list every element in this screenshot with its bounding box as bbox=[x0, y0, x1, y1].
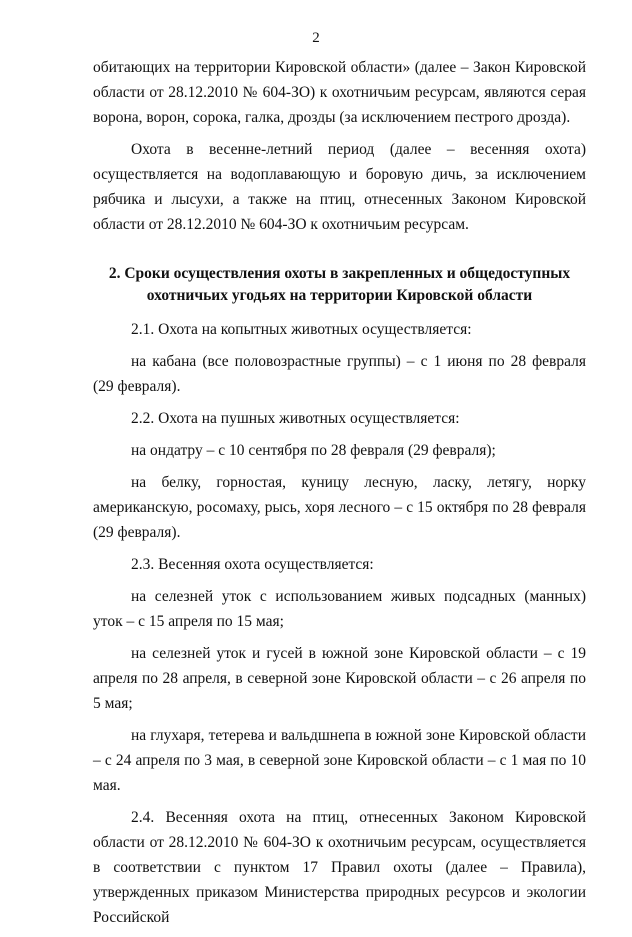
paragraph: на глухаря, тетерева и вальдшнепа в южной зоне Кировской области – с 24 апреля по 3 мая, в северной зоне Кировской области – с 1 мая по 10 мая. bbox=[93, 727, 586, 794]
paragraph: на селезней уток с использованием живых подсадных (манных) уток – с 15 апреля по 15 мая; bbox=[93, 588, 586, 630]
section-heading-line: охотничьих угодьях на территории Кировской области bbox=[146, 287, 533, 304]
paragraph: Охота в весенне-летний период (далее – весенняя охота) осуществляется на водоплавающую и боровую дичь, за исключением рябчика и лысухи, а также на птиц, отнесенных Законом Кировской области от 28.12.2010 № 604-ЗО к охотничьим ресурсам. bbox=[93, 141, 586, 233]
paragraph: 2.1. Охота на копытных животных осуществляется: bbox=[131, 321, 472, 338]
section-heading-line: 2. Сроки осуществления охоты в закрепленных и общедоступных bbox=[108, 265, 571, 282]
paragraph: на белку, горностая, куницу лесную, ласку, летягу, норку американскую, росомаху, рысь, хоря лесного – с 15 октября по 28 февраля (29 февраля). bbox=[93, 474, 586, 541]
paragraph: 2.4. Весенняя охота на птиц, отнесенных Законом Кировской области от 28.12.2010 № 604-ЗО к охотничьим ресурсам, осуществляется в соответствии с пунктом 17 Правил охоты (далее – Правила), утвержденных приказом Министерства природных ресурсов и экологии Российской bbox=[93, 809, 586, 926]
paragraph: на ондатру – с 10 сентября по 28 февраля (29 февраля); bbox=[131, 442, 496, 459]
paragraph: обитающих на территории Кировской области» (далее – Закон Кировской области от 28.12.2010 № 604-ЗО) к охотничьим ресурсам, являются серая ворона, ворон, сорока, галка, дрозды (за исключением пестрого дрозда). bbox=[93, 59, 586, 126]
page-number: 2 bbox=[312, 30, 320, 46]
paragraph: 2.3. Весенняя охота осуществляется: bbox=[131, 556, 374, 573]
document-body bbox=[93, 55, 586, 937]
paragraph: на кабана (все половозрастные группы) – с 1 июня по 28 февраля (29 февраля). bbox=[93, 353, 586, 395]
section-heading bbox=[93, 263, 586, 307]
paragraph: на селезней уток и гусей в южной зоне Кировской области – с 19 апреля по 28 апреля, в северной зоне Кировской области – с 26 апреля по 5 мая; bbox=[93, 645, 586, 712]
paragraph: 2.2. Охота на пушных животных осуществляется: bbox=[131, 410, 460, 427]
